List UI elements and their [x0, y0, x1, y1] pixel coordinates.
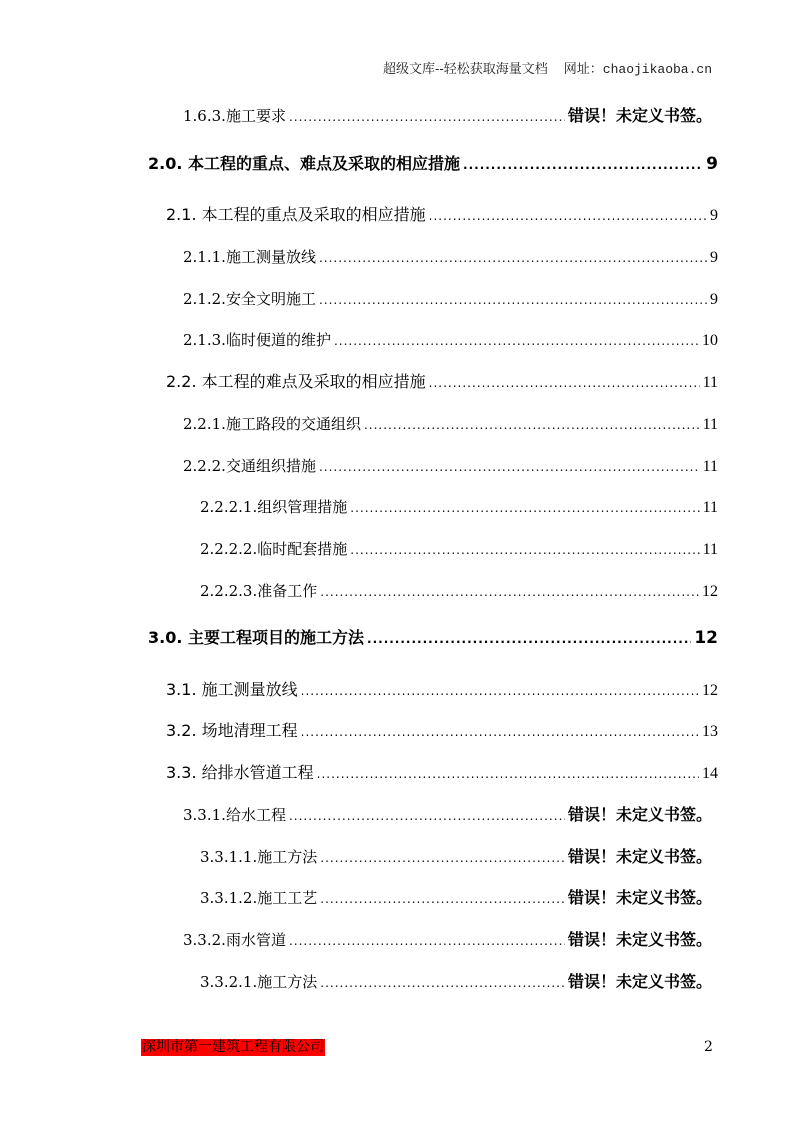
toc-leader [429, 372, 700, 394]
toc-entry[interactable] [183, 804, 718, 826]
toc-title: 施工测量放线 [225, 248, 316, 266]
toc-entry[interactable] [166, 679, 718, 701]
toc-leader [319, 247, 707, 269]
toc-title: 本工程的难点及采取的相应措施 [201, 372, 426, 391]
toc-entry[interactable] [166, 720, 718, 742]
toc-page: 错误！未定义书签。 [567, 972, 712, 991]
toc-entry[interactable] [166, 204, 718, 226]
toc-page: 错误！未定义书签。 [567, 106, 712, 125]
toc-leader [364, 414, 700, 436]
toc-page: 10 [702, 332, 718, 349]
toc-number: 3.3.2.1. [200, 973, 258, 991]
toc-number: 2.2. [166, 372, 197, 391]
toc-leader [350, 539, 699, 561]
toc-number: 3.3.1. [183, 806, 226, 824]
toc-page: 12 [694, 628, 718, 648]
toc-title: 主要工程项目的施工方法 [188, 628, 365, 647]
toc-number: 2.1. [166, 205, 197, 224]
toc-title: 施工路段的交通组织 [225, 415, 361, 433]
toc-entry[interactable] [183, 105, 718, 127]
toc-entry[interactable] [166, 762, 718, 784]
toc-title: 施工测量放线 [201, 680, 298, 699]
toc-title: 施工要求 [225, 107, 286, 125]
toc-entry[interactable] [183, 288, 718, 310]
toc-page: 9 [706, 154, 718, 174]
toc-leader [289, 930, 565, 952]
toc-number: 2.1.2. [183, 290, 226, 308]
toc-title: 组织管理措施 [257, 498, 348, 516]
toc-page: 错误！未定义书签。 [567, 888, 712, 907]
toc-page: 错误！未定义书签。 [567, 930, 712, 949]
toc-leader [320, 581, 699, 603]
toc-title: 施工工艺 [257, 889, 318, 907]
toc-leader [320, 847, 565, 869]
toc-entry[interactable] [200, 580, 718, 602]
toc-title: 本工程的重点及采取的相应措施 [201, 205, 426, 224]
toc-entry[interactable] [148, 153, 718, 175]
toc-page: 12 [702, 682, 718, 699]
header-url: 网址：chaojikaoba.cn [563, 62, 713, 77]
toc-page: 11 [702, 458, 718, 475]
toc-leader [350, 497, 699, 519]
toc-number: 3.3.1.1. [200, 848, 258, 866]
toc-page: 错误！未定义书签。 [567, 805, 712, 824]
toc-number: 2.1.1. [183, 248, 226, 266]
toc-title: 临时配套措施 [257, 540, 348, 558]
toc-title: 给水工程 [225, 806, 286, 824]
toc-leader [319, 289, 707, 311]
toc-number: 2.2.2.1. [200, 498, 258, 516]
toc-page: 13 [702, 723, 718, 740]
toc-entry[interactable] [183, 929, 718, 951]
toc-title: 临时便道的维护 [225, 331, 331, 349]
toc-entry[interactable] [183, 455, 718, 477]
toc-page: 错误！未定义书签。 [567, 847, 712, 866]
toc-title: 交通组织措施 [225, 457, 316, 475]
toc-entry[interactable] [200, 496, 718, 518]
toc-number: 3.0. [148, 628, 183, 647]
toc-title: 场地清理工程 [201, 721, 298, 740]
toc-leader [334, 330, 699, 352]
toc-page: 11 [702, 416, 718, 433]
toc-title: 施工方法 [257, 848, 318, 866]
toc-leader [320, 972, 565, 994]
toc-number: 2.1.3. [183, 331, 226, 349]
toc-leader [301, 721, 699, 743]
toc-leader [301, 680, 699, 702]
toc-entry[interactable] [148, 627, 718, 649]
toc-number: 1.6.3. [183, 107, 226, 125]
toc-title: 安全文明施工 [225, 290, 316, 308]
toc-entry[interactable] [183, 329, 718, 351]
toc-number: 3.3.1.2. [200, 889, 258, 907]
footer-company: 深圳市第一建筑工程有限公司 [142, 1039, 324, 1055]
toc-page: 11 [702, 499, 718, 516]
toc-page: 9 [710, 291, 718, 308]
toc-title: 准备工作 [257, 582, 318, 600]
toc-number: 2.0. [148, 154, 183, 173]
toc-number: 2.2.2.3. [200, 582, 258, 600]
toc-title: 给排水管道工程 [201, 763, 314, 782]
toc-page: 9 [710, 249, 718, 266]
toc-leader [463, 154, 703, 176]
toc-number: 3.2. [166, 721, 197, 740]
footer-page-number: 2 [704, 1039, 713, 1055]
toc-entry[interactable] [200, 971, 718, 993]
toc-title: 施工方法 [257, 973, 318, 991]
toc-number: 2.2.1. [183, 415, 226, 433]
toc-page: 11 [702, 374, 718, 391]
toc-number: 3.3.2. [183, 931, 226, 949]
toc-leader [320, 888, 565, 910]
toc-title: 雨水管道 [225, 931, 286, 949]
toc-number: 2.2.2. [183, 457, 226, 475]
toc-entry[interactable] [200, 846, 718, 868]
toc-leader [429, 205, 707, 227]
toc-entry[interactable] [200, 887, 718, 909]
toc-number: 3.1. [166, 680, 197, 699]
toc-entry[interactable] [183, 246, 718, 268]
toc-entry[interactable] [183, 413, 718, 435]
toc-page: 9 [710, 207, 718, 224]
page-header [383, 58, 712, 77]
toc-title: 本工程的重点、难点及采取的相应措施 [188, 154, 461, 173]
toc-leader [289, 106, 565, 128]
toc-leader [367, 628, 691, 650]
toc-page: 12 [702, 583, 718, 600]
toc-leader [289, 805, 565, 827]
toc-number: 3.3. [166, 763, 197, 782]
toc-page: 14 [702, 765, 718, 782]
toc-page: 11 [702, 541, 718, 558]
header-site: 超级文库--轻松获取海量文档 [383, 62, 548, 77]
toc-entry[interactable] [166, 371, 718, 393]
toc-leader [317, 763, 699, 785]
toc-entry[interactable] [200, 538, 718, 560]
toc-number: 2.2.2.2. [200, 540, 258, 558]
toc-leader [319, 456, 700, 478]
